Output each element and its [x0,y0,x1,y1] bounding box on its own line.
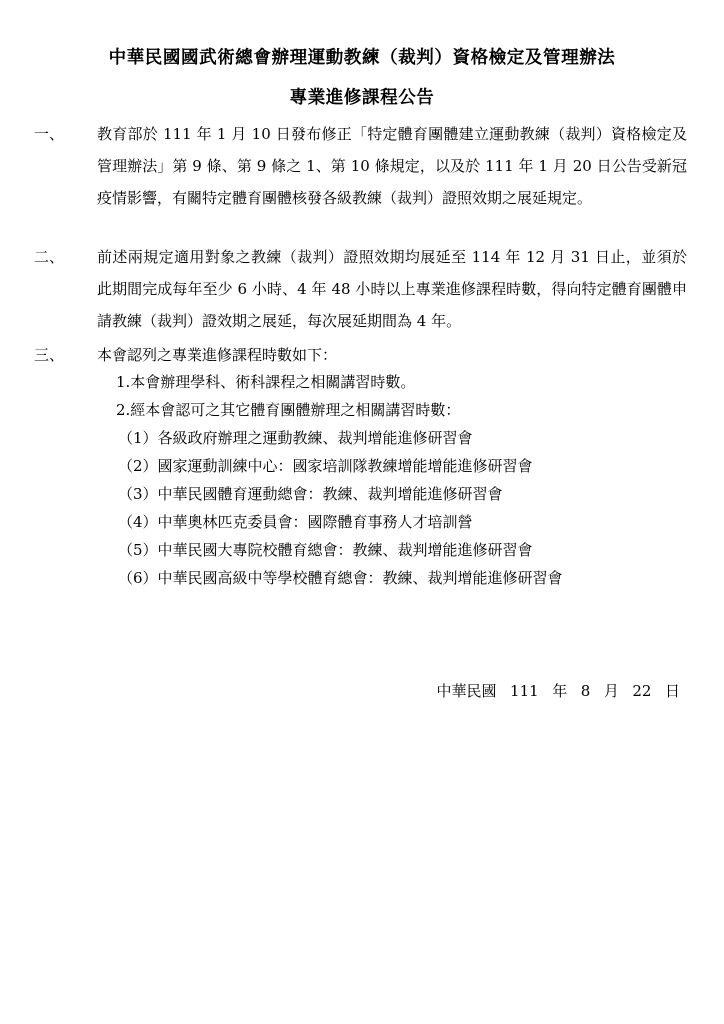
document-title: 中華民國國武術總會辦理運動教練（裁判）資格檢定及管理辦法 [108,48,616,68]
org-item-6: （6）中華民國高級中等學校體育總會：教練、裁判增能進修研習會 [118,569,563,587]
announcement-date: 中華民國 111 年 8 月 22 日 [436,682,680,700]
org-item-2: （2）國家運動訓練中心：國家培訓隊教練增能增能進修研習會 [118,457,533,475]
org-item-4: （4）中華奧林匹克委員會：國際體育事務人才培訓營 [118,513,473,531]
document-subtitle: 專業進修課程公告 [289,88,435,108]
section-3-marker: 三、 [34,346,65,364]
section-3-text: 本會認列之專業進修課程時數如下： [97,346,338,364]
section-1-marker: 一、 [34,125,65,143]
section-2-marker: 二、 [34,248,65,266]
org-item-1: （1）各級政府辦理之運動教練、裁判增能進修研習會 [118,429,473,447]
sub-item-2: 2.經本會認可之其它體育團體辦理之相關講習時數： [116,401,461,419]
section-2-text: 前述兩規定適用對象之教練（裁判）證照效期均展延至 114 年 12 月 31 日止，並須於此期間完成每年至少 6 小時、4 年 48 小時以上專業進修課程時數，得向特定體育團體申請教練（裁判）證效期之展延，每次展延期間為 4 年。 [97,248,687,330]
org-item-5: （5）中華民國大專院校體育總會：教練、裁判增能進修研習會 [118,541,533,559]
org-item-3: （3）中華民國體育運動總會：教練、裁判增能進修研習會 [118,485,503,503]
sub-item-1: 1.本會辦理學科、術科課程之相關講習時數。 [116,373,416,391]
section-1-text: 教育部於 111 年 1 月 10 日發布修正「特定體育團體建立運動教練（裁判）資格檢定及管理辦法」第 9 條、第 9 條之 1、第 10 條規定，以及於 111 年 1 月 20 日公告受新冠疫情影響，有關特定體育團體核發各級教練（裁判）證照效期之展延規定。 [97,125,687,207]
